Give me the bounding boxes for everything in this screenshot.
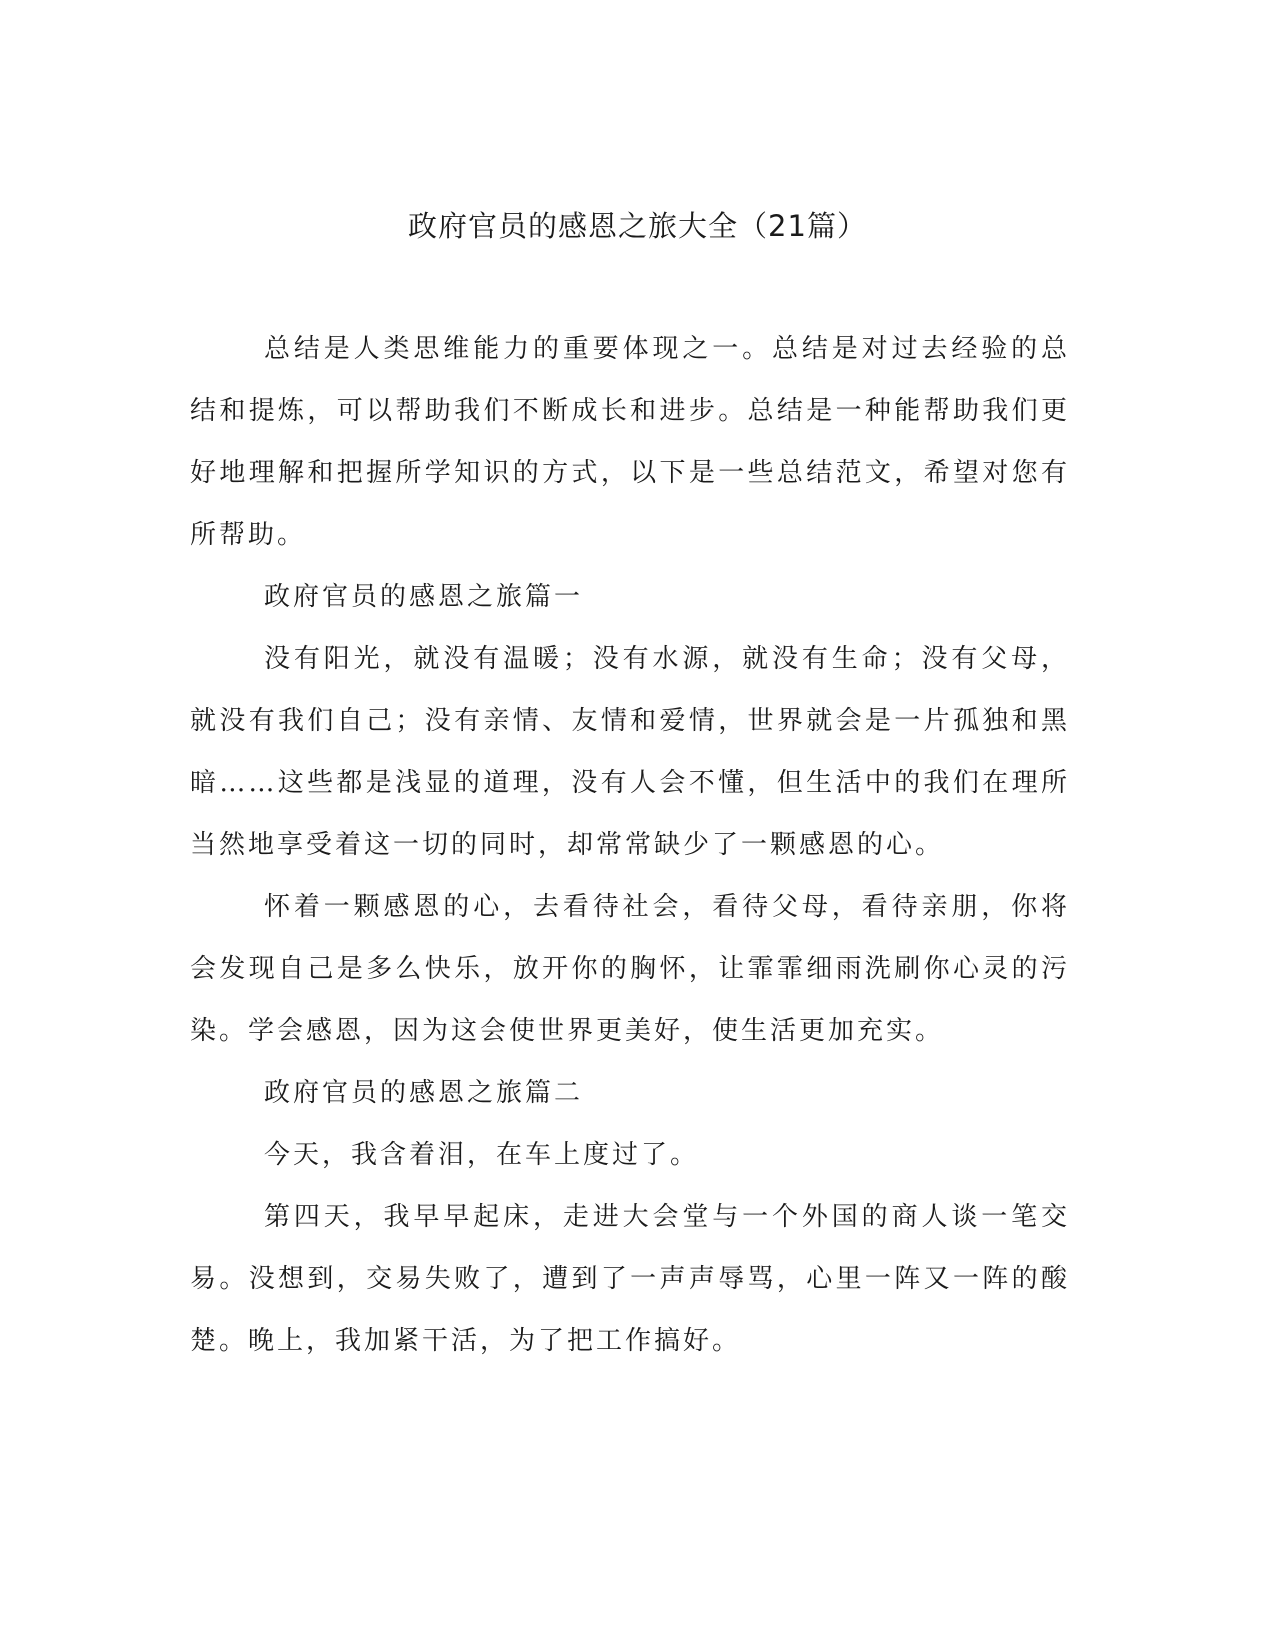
section-heading-2: 政府官员的感恩之旅篇二 — [264, 1078, 584, 1108]
body-paragraph: 今天，我含着泪，在车上度过了。 — [264, 1140, 700, 1170]
body-paragraph: 没有阳光，就没有温暖；没有水源，就没有生命；没有父母，就没有我们自己；没有亲情、友情和爱情，世界就会是一片孤独和黑暗……这些都是浅显的道理，没有人会不懂，但生活中的我们在理所当然地享受着这一切的同时，却常常缺少了一颗感恩的心。 — [190, 644, 1070, 860]
document-title: 政府官员的感恩之旅大全（21篇） — [408, 209, 867, 243]
body-paragraph: 第四天，我早早起床，走进大会堂与一个外国的商人谈一笔交易。没想到，交易失败了，遭到了一声声辱骂，心里一阵又一阵的酸楚。晚上，我加紧干活，为了把工作搞好。 — [190, 1202, 1070, 1356]
document-body — [190, 318, 1070, 1372]
section-heading-1: 政府官员的感恩之旅篇一 — [264, 582, 584, 612]
body-paragraph: 怀着一颗感恩的心，去看待社会，看待父母，看待亲朋，你将会发现自己是多么快乐，放开你的胸怀，让霏霏细雨洗刷你心灵的污染。学会感恩，因为这会使世界更美好，使生活更加充实。 — [190, 892, 1070, 1046]
intro-paragraph: 总结是人类思维能力的重要体现之一。总结是对过去经验的总结和提炼，可以帮助我们不断成长和进步。总结是一种能帮助我们更好地理解和把握所学知识的方式，以下是一些总结范文，希望对您有所帮助。 — [190, 334, 1070, 550]
